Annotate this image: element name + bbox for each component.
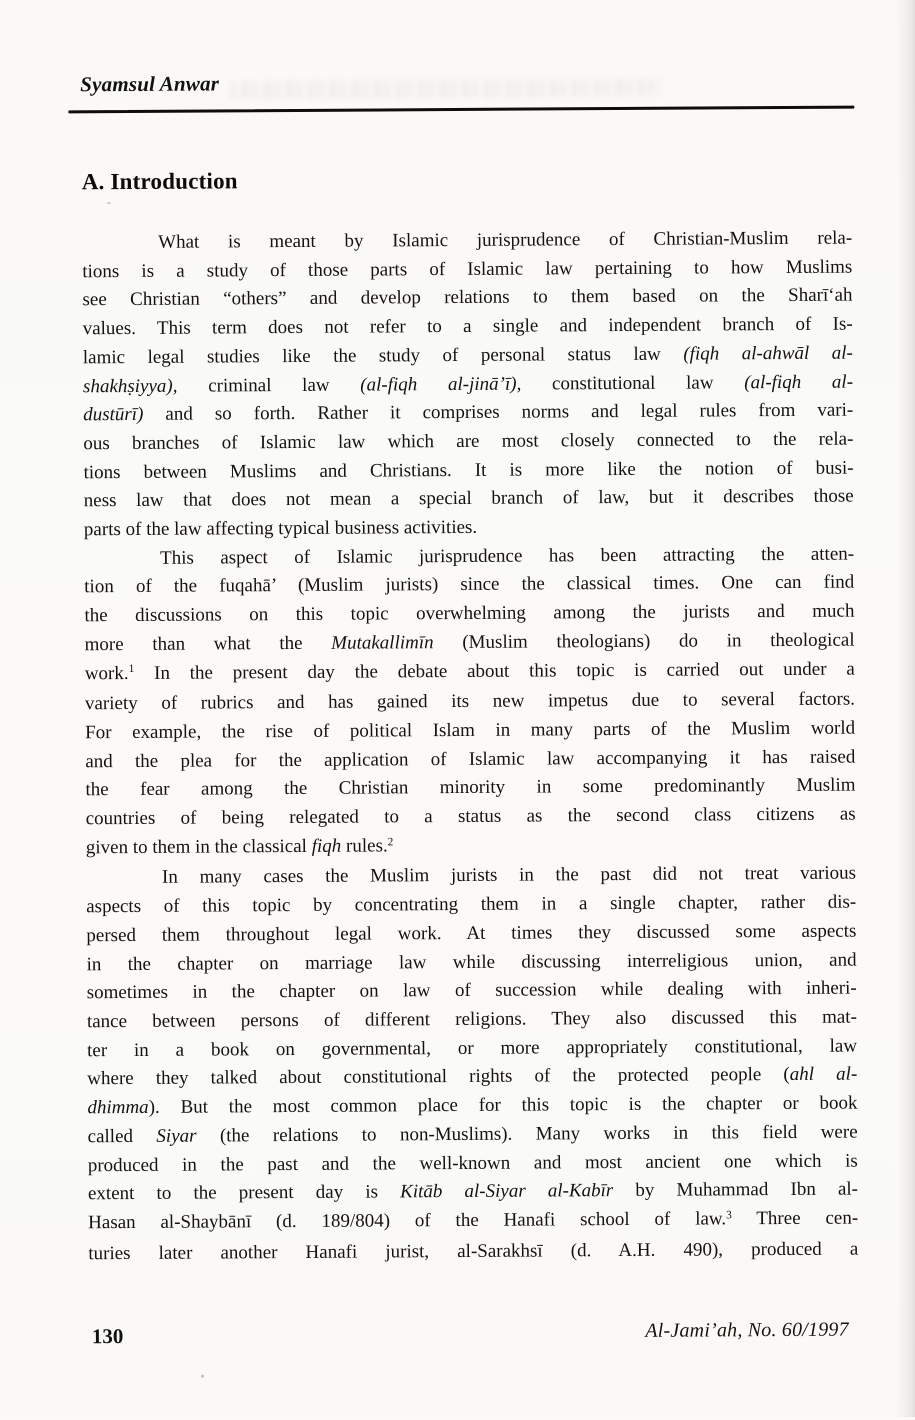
text-line: sometimes in the chapter on law of succession while dealing with inheri- [86,977,857,1004]
text-line: parts of the law affecting typical business activities. [83,516,478,541]
text-line: the discussions on this topic overwhelming among the jurists and much [84,600,855,627]
page-number: 130 [91,1324,124,1349]
text-line: in the chapter on marriage law while discussing interreligious union, and [86,949,857,975]
text-line: countries of being relegated to a status as the second class citizens as [85,803,856,830]
text-line: ous branches of Islamic law which are most closely connected to the rela- [83,428,854,455]
text-line: persed them throughout legal work. At times they discussed some aspects [86,920,857,947]
scan-speck [107,202,111,204]
text-line: dustūrī) and so forth. Rather it comprises norms and legal rules from vari- [83,399,854,426]
text-line: tions between Muslims and Christians. It is more like the notion of busi- [83,457,854,483]
footnote-marker: 1 [128,663,135,676]
text-line: tion of the fuqahā’ (Muslim jurists) since the classical times. One can find [84,572,855,598]
running-header-author: Syamsul Anwar [80,71,220,97]
section-heading: A. Introduction [81,168,238,195]
paragraph [86,860,858,1269]
text-line: aspects of this topic by concentrating them in a single chapter, rather dis- [86,891,857,918]
text-line: variety of rubrics and has gained its new impetus due to several factors. [84,688,856,715]
text-line: What is meant by Islamic jurisprudence of Christian-Muslim rela- [158,227,853,253]
text-line: turies later another Hanafi jurist, al-Sarakhsī (d. A.H. 490), produced a [88,1238,859,1264]
journal-citation: Al-Jami’ah, No. 60/1997 [645,1318,849,1342]
text-line: In many cases the Muslim jurists in the past did not treat various [161,863,857,889]
text-line: tance between persons of different religions. They also discussed this mat- [86,1006,857,1033]
paragraph [84,540,856,864]
text-line: values. This term does not refer to a single and independent branch of Is- [82,313,853,340]
text-line: more than what the Mutakallimīn (Muslim theologians) do in theological [84,629,855,656]
text-line: called Siyar (the relations to non-Muslims). Many works in this field were [87,1121,858,1148]
text-line: ter in a book on governmental, or more appropriately constitutional, law [87,1035,858,1061]
text-line: where they talked about constitutional rights of the protected people (ahl al- [87,1063,858,1090]
text-line: and the plea for the application of Islamic law accompanying it has raised [85,746,856,772]
text-line: the fear among the Christian minority in some predominantly Muslim [85,774,856,801]
body-text [82,225,858,1269]
text-line: extent to the present day is Kitāb al-Siyar al-Kabīr by Muhammad Ibn al- [87,1178,859,1205]
text-line: Hasan al-Shaybānī (d. 189/804) of the Hanafi school of law.$^3$ Three cen- [88,1207,859,1234]
text-line: given to them in the classical fiqh rules.$^2$ [85,835,394,859]
text-line: lamic legal studies like the study of personal status law (fiqh al-ahwāl al- [82,342,853,369]
text-line: see Christian “others” and develop relations to them based on the Sharī‘ah [82,284,853,311]
text-line: dhimma). But the most common place for this topic is the chapter or book [87,1092,858,1119]
ink-bleed-through-artifact [231,79,661,100]
header-rule [68,106,854,114]
text-line: For example, the rise of political Islam in many parts of the Muslim world [85,717,856,744]
text-line: work.$^1$ In the present day the debate about this topic is carried out under a [84,658,855,684]
footnote-marker: 2 [387,835,394,848]
paragraph [82,225,854,545]
text-line: produced in the past and the well-known and most ancient one which is [87,1150,858,1176]
scan-speck [201,1375,204,1378]
text-line: This aspect of Islamic jurisprudence has been attracting the atten- [160,543,855,569]
footnote-marker: 3 [726,1208,732,1222]
text-line: shakhṣiyya), criminal law (al-fiqh al-jinā’ī), constitutional law (al-fiqh al- [82,371,854,397]
text-line: tions is a study of those parts of Islamic law pertaining to how Muslims [82,256,853,282]
text-line: ness law that does not mean a special branch of law, but it describes those [83,485,854,512]
